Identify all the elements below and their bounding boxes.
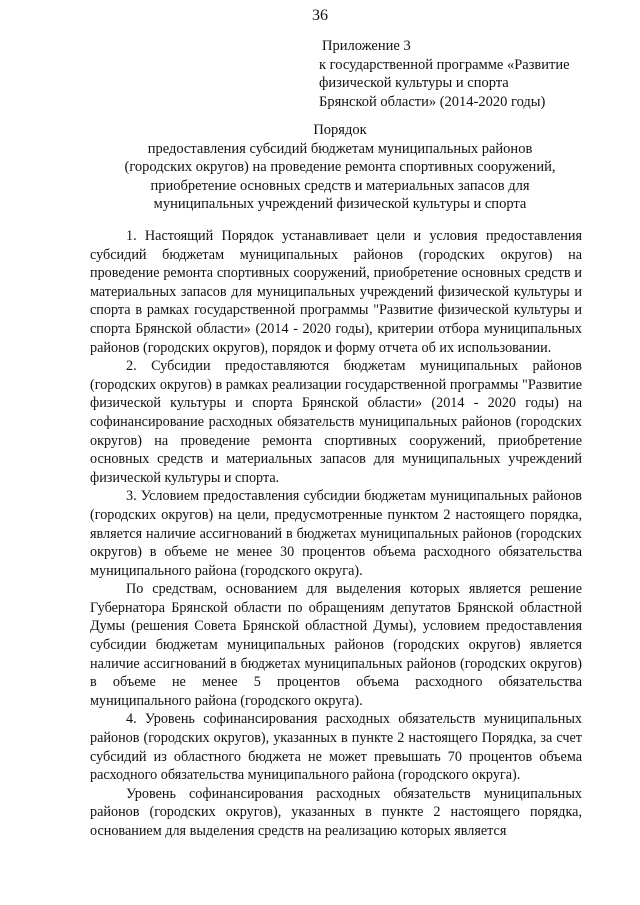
paragraph-3: 3. Условием предоставления субсидии бюджетам муниципальных районов (городских округов) на цели, предусмотренные пунктом 2 настоящего порядка, является наличие ассигнований в бюджетах муниципальных районов (городских округов) в объеме не менее 30 процентов объема расходного обязательства муниципального района (городского округа). xyxy=(90,488,582,579)
title-line: приобретение основных средств и материальных запасов для xyxy=(150,177,530,194)
appendix-line: к государственной программе «Развитие xyxy=(319,56,570,73)
paragraph-4: 4. Уровень софинансирования расходных обязательств муниципальных районов (городских округов), указанных в пункте 2 настоящего Порядка, за счет субсидий из областного бюджета не может превышать 70 процентов объема расходного обязательства муниципального района (городского округа). xyxy=(90,711,582,784)
page-number: 36 xyxy=(312,7,328,24)
paragraph-4-continuation: Уровень софинансирования расходных обязательств муниципальных районов (городских округов), указанных в пункте 2 настоящего порядка, основанием для выделения средств на реализацию которых является xyxy=(90,785,582,839)
paragraph-1: 1. Настоящий Порядок устанавливает цели и условия предоставления субсидий бюджетам муниципальных районов (городских округов) на проведение ремонта спортивных сооружений, приобретение основных средств и материальных запасов для муниципальных учреждений физической культуры и спорта в рамках государственной программы "Развитие физической культуры и спорта Брянской области» (2014 - 2020 годы), критерии отбора муниципальных районов (городских округов), порядок и форму отчета об их использовании. xyxy=(90,228,582,356)
title-heading: Порядок xyxy=(313,122,367,138)
paragraph-2: 2. Субсидии предоставляются бюджетам муниципальных районов (городских округов) в рамках реализации государственной программы "Развитие физической культуры и спорта Брянской области» (2014 - 2020 годы) на софинансирование расходных обязательств муниципальных районов (городских округов) на проведение ремонта спортивных сооружений, приобретение основных средств и материальных запасов для муниципальных учреждений физической культуры и спорта. xyxy=(90,358,582,486)
document-title xyxy=(60,121,620,214)
appendix-title: Приложение 3 xyxy=(322,38,411,54)
appendix-line: физической культуры и спорта xyxy=(319,75,509,91)
paragraph-3-note: По средствам, основанием для выделения которых является решение Губернатора Брянской области по обращениям депутатов Брянской областной Думы (решения Совета Брянской областной Думы), условием предоставления субсидии бюджетам муниципальных районов (городских округов) является наличие ассигнований в бюджетах муниципальных районов (городских округов) в объеме не менее 5 процентов объема расходного обязательства муниципального района (городского округа). xyxy=(90,581,582,709)
appendix-line: Брянской области» (2014-2020 годы) xyxy=(319,93,546,110)
title-line: (городских округов) на проведение ремонта спортивных сооружений, xyxy=(124,159,556,175)
title-line: муниципальных учреждений физической культуры и спорта xyxy=(153,196,527,212)
title-line: предоставления субсидий бюджетам муниципальных районов xyxy=(147,140,533,157)
document-body xyxy=(90,227,582,841)
appendix-header xyxy=(319,37,609,111)
